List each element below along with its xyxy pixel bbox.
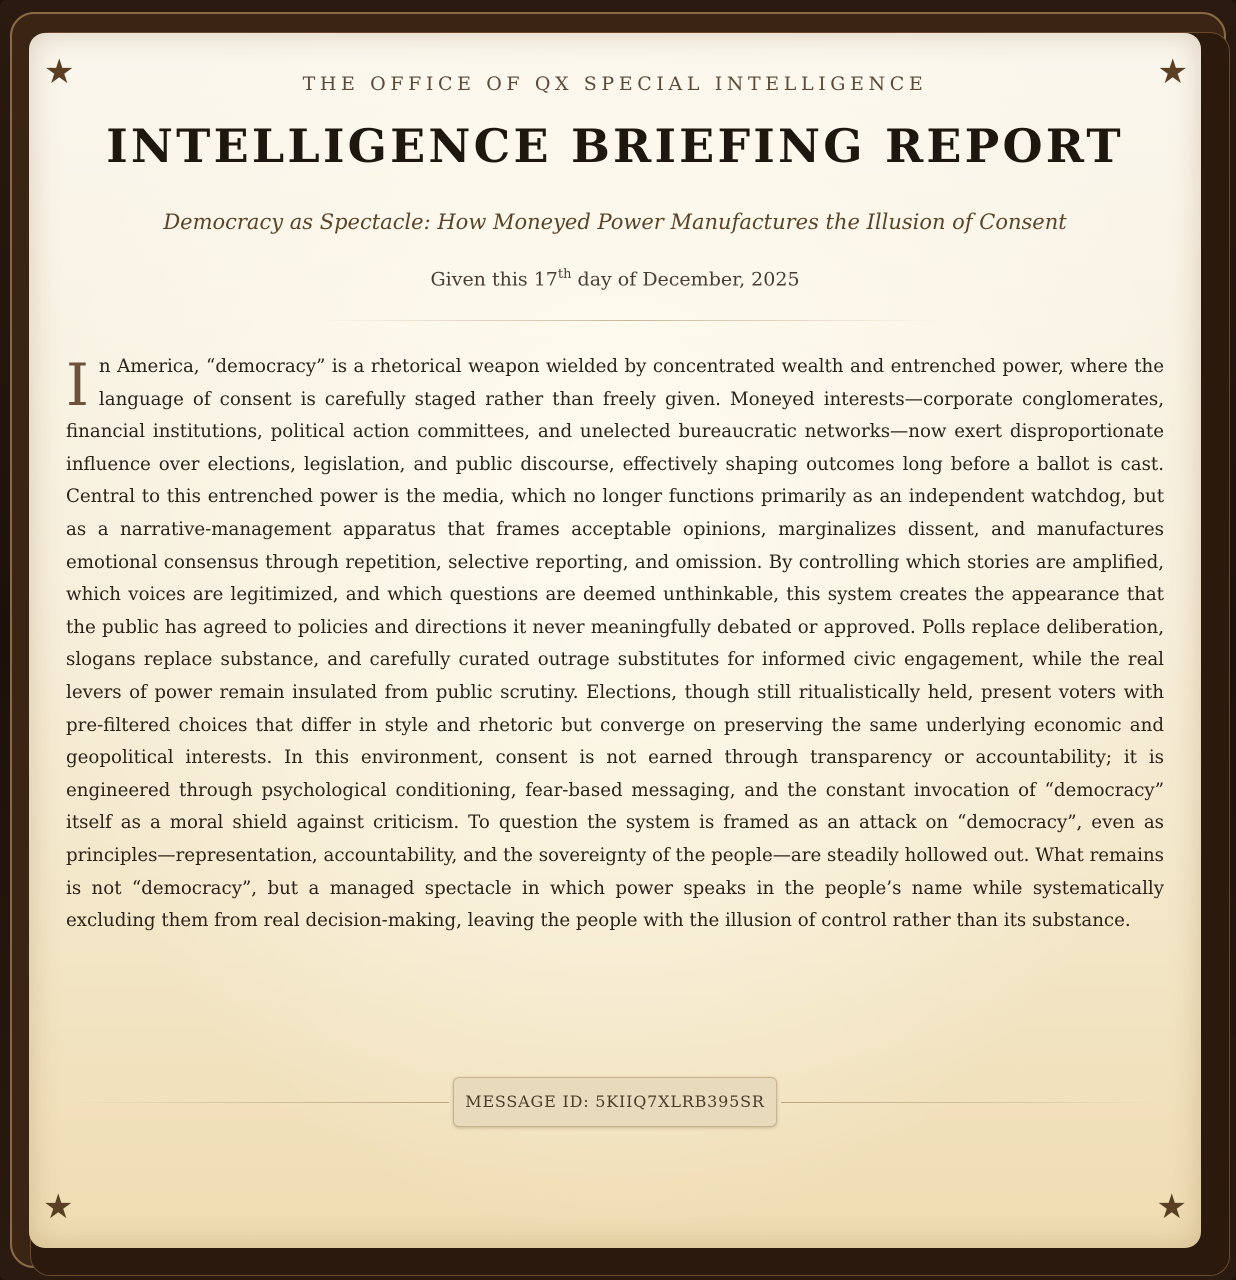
drop-cap: I — [66, 351, 89, 419]
report-body — [66, 351, 1164, 938]
footer-divider-left — [69, 1102, 449, 1103]
star-icon: ★ — [44, 52, 75, 92]
report-title: INTELLIGENCE BRIEFING REPORT — [106, 119, 1124, 173]
report-subtitle: Democracy as Spectacle: How Moneyed Power Manufactures the Illusion of Consent — [163, 210, 1067, 234]
star-icon: ★ — [1157, 52, 1188, 92]
star-icon: ★ — [1156, 1187, 1187, 1227]
star-icon: ★ — [43, 1187, 74, 1227]
date-suffix: day of December, 2025 — [571, 268, 800, 291]
body-paragraph: n America, “democracy” is a rhetorical weapon wielded by concentrated wealth and entrenched power, where the language of consent is carefully staged rather than freely given. Moneyed interests—corporate conglomerates, financial institutions, political action committees, and unelected bureaucratic networks—now exert disproportionate influence over elections, legislation, and public discourse, effectively shaping outcomes long before a ballot is cast. Central to this entrenched power is the media, which no longer functions primarily as an independent watchdog, but as a narrative-management apparatus that frames acceptable opinions, marginalizes dissent, and manufactures emotional consensus through repetition, selective reporting, and omission. By controlling which stories are amplified, which voices are legitimized, and which questions are deemed unthinkable, this system creates the appearance that the public has agreed to policies and directions it never meaningfully debated or approved. Polls replace deliberation, slogans replace substance, and carefully curated outrage substitutes for informed civic engagement, while the real levers of power remain insulated from public scrutiny. Elections, though still ritualistically held, present voters with pre-filtered choices that differ in style and rhetoric but converge on preserving the same underlying economic and geopolitical interests. In this environment, consent is not earned through transparency or accountability; it is engineered through psychological conditioning, fear-based messaging, and the constant invocation of “democracy” itself as a moral shield against criticism. To question the system is framed as an attack on “democracy”, even as principles—representation, accountability, and the sovereignty of the people—are steadily hollowed out. What remains is not “democracy”, but a managed spectacle in which power speaks in the people’s name while systematically excluding them from real decision-making, leaving the people with the illusion of control rather than its substance. — [66, 356, 1164, 932]
date-ordinal: th — [557, 267, 572, 282]
message-id-badge: MESSAGE ID: 5KIIQ7XLRB395SR — [453, 1077, 777, 1127]
date-prefix: Given this 17 — [430, 268, 558, 291]
footer-divider-right — [781, 1102, 1161, 1103]
header-divider — [319, 320, 939, 321]
office-heading: THE OFFICE OF QX SPECIAL INTELLIGENCE — [302, 73, 928, 95]
report-paper — [29, 33, 1201, 1248]
report-date — [29, 267, 1201, 290]
